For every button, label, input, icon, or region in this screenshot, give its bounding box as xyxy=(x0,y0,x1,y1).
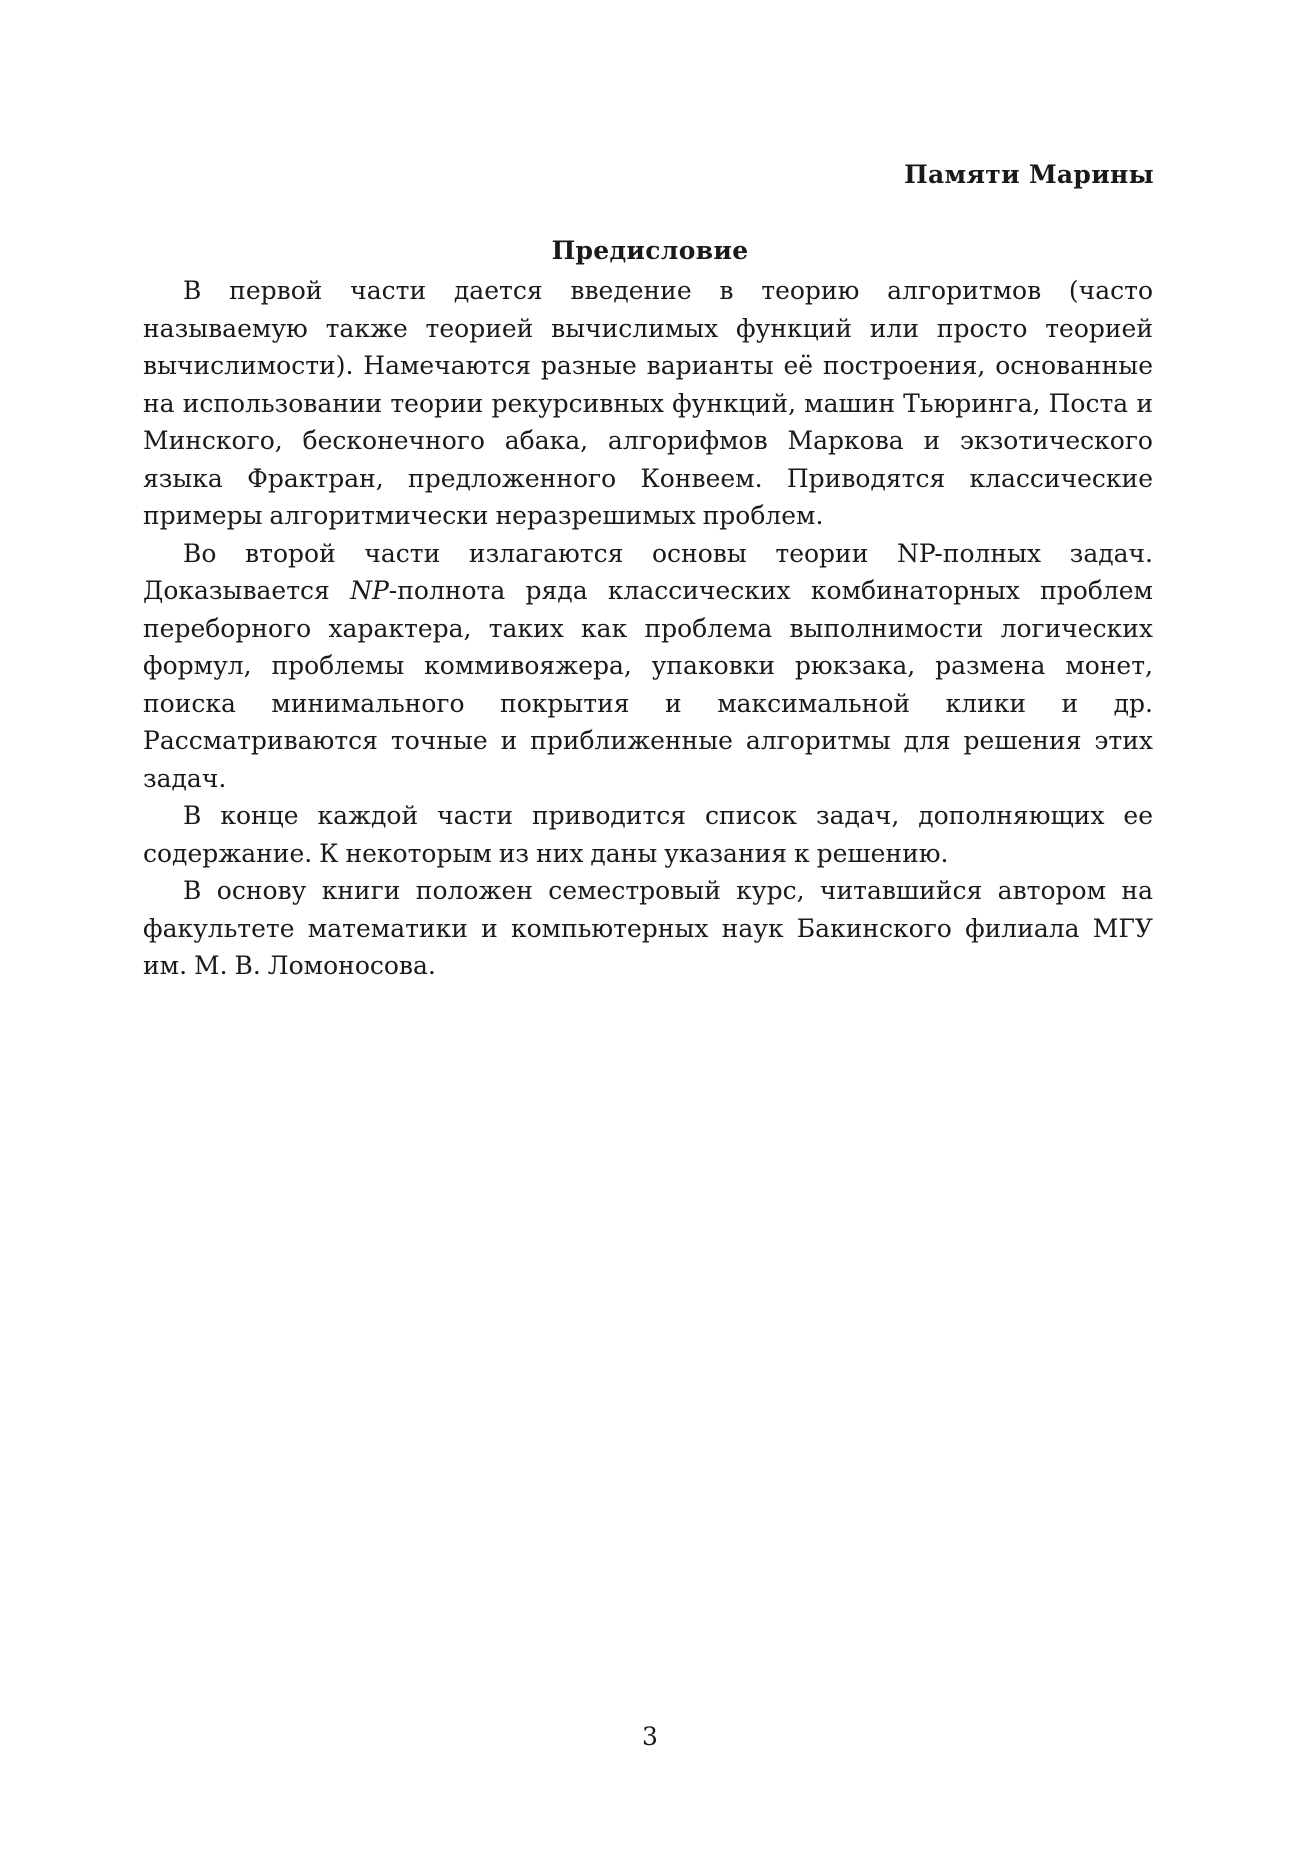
preface-paragraph-1: В первой части дается введение в теорию алгоритмов (часто называемую также теорией вычислимых функций или просто теорией вычислимости). Намечаются разные варианты её построения, основанные на использовании теории рекурсивных функций, машин Тьюринга, Поста и Минского, бесконечного абака, алгорифмов Маркова и экзотического языка Фрактран, предложенного Конвеем. Приводятся классические примеры алгоритмически неразрешимых проблем. xyxy=(143,276,1153,530)
dedication: Памяти Марины xyxy=(904,160,1154,189)
preface-paragraph-2 xyxy=(143,535,1153,798)
preface-paragraph-4: В основу книги положен семестровый курс, читавшийся автором на факультете математики и компьютерных наук Бакинского филиала МГУ им. М. В. Ломоносова. xyxy=(143,876,1153,980)
preface-paragraph-3: В конце каждой части приводится список задач, дополняющих ее содержание. К некоторым из них даны указания к решению. xyxy=(143,801,1153,868)
preface-title: Предисловие xyxy=(551,236,749,265)
paragraph-2-text-after: -полнота ряда классических комбинаторных проблем переборного характера, таких как проблема выполнимости логических формул, проблемы коммивояжера, упаковки рюкзака, размена монет, поиска минимального покрытия и максимальной клики и др. Рассматриваются точные и приближенные алгоритмы для решения этих задач. xyxy=(143,576,1153,793)
preface-body xyxy=(143,272,1153,985)
page-number: 3 xyxy=(642,1722,658,1751)
paragraph-2-text-before: Во второй части излагаются основы теории NP-полных задач. Доказывается xyxy=(143,538,1153,605)
np-italic-term: NP xyxy=(350,576,389,605)
